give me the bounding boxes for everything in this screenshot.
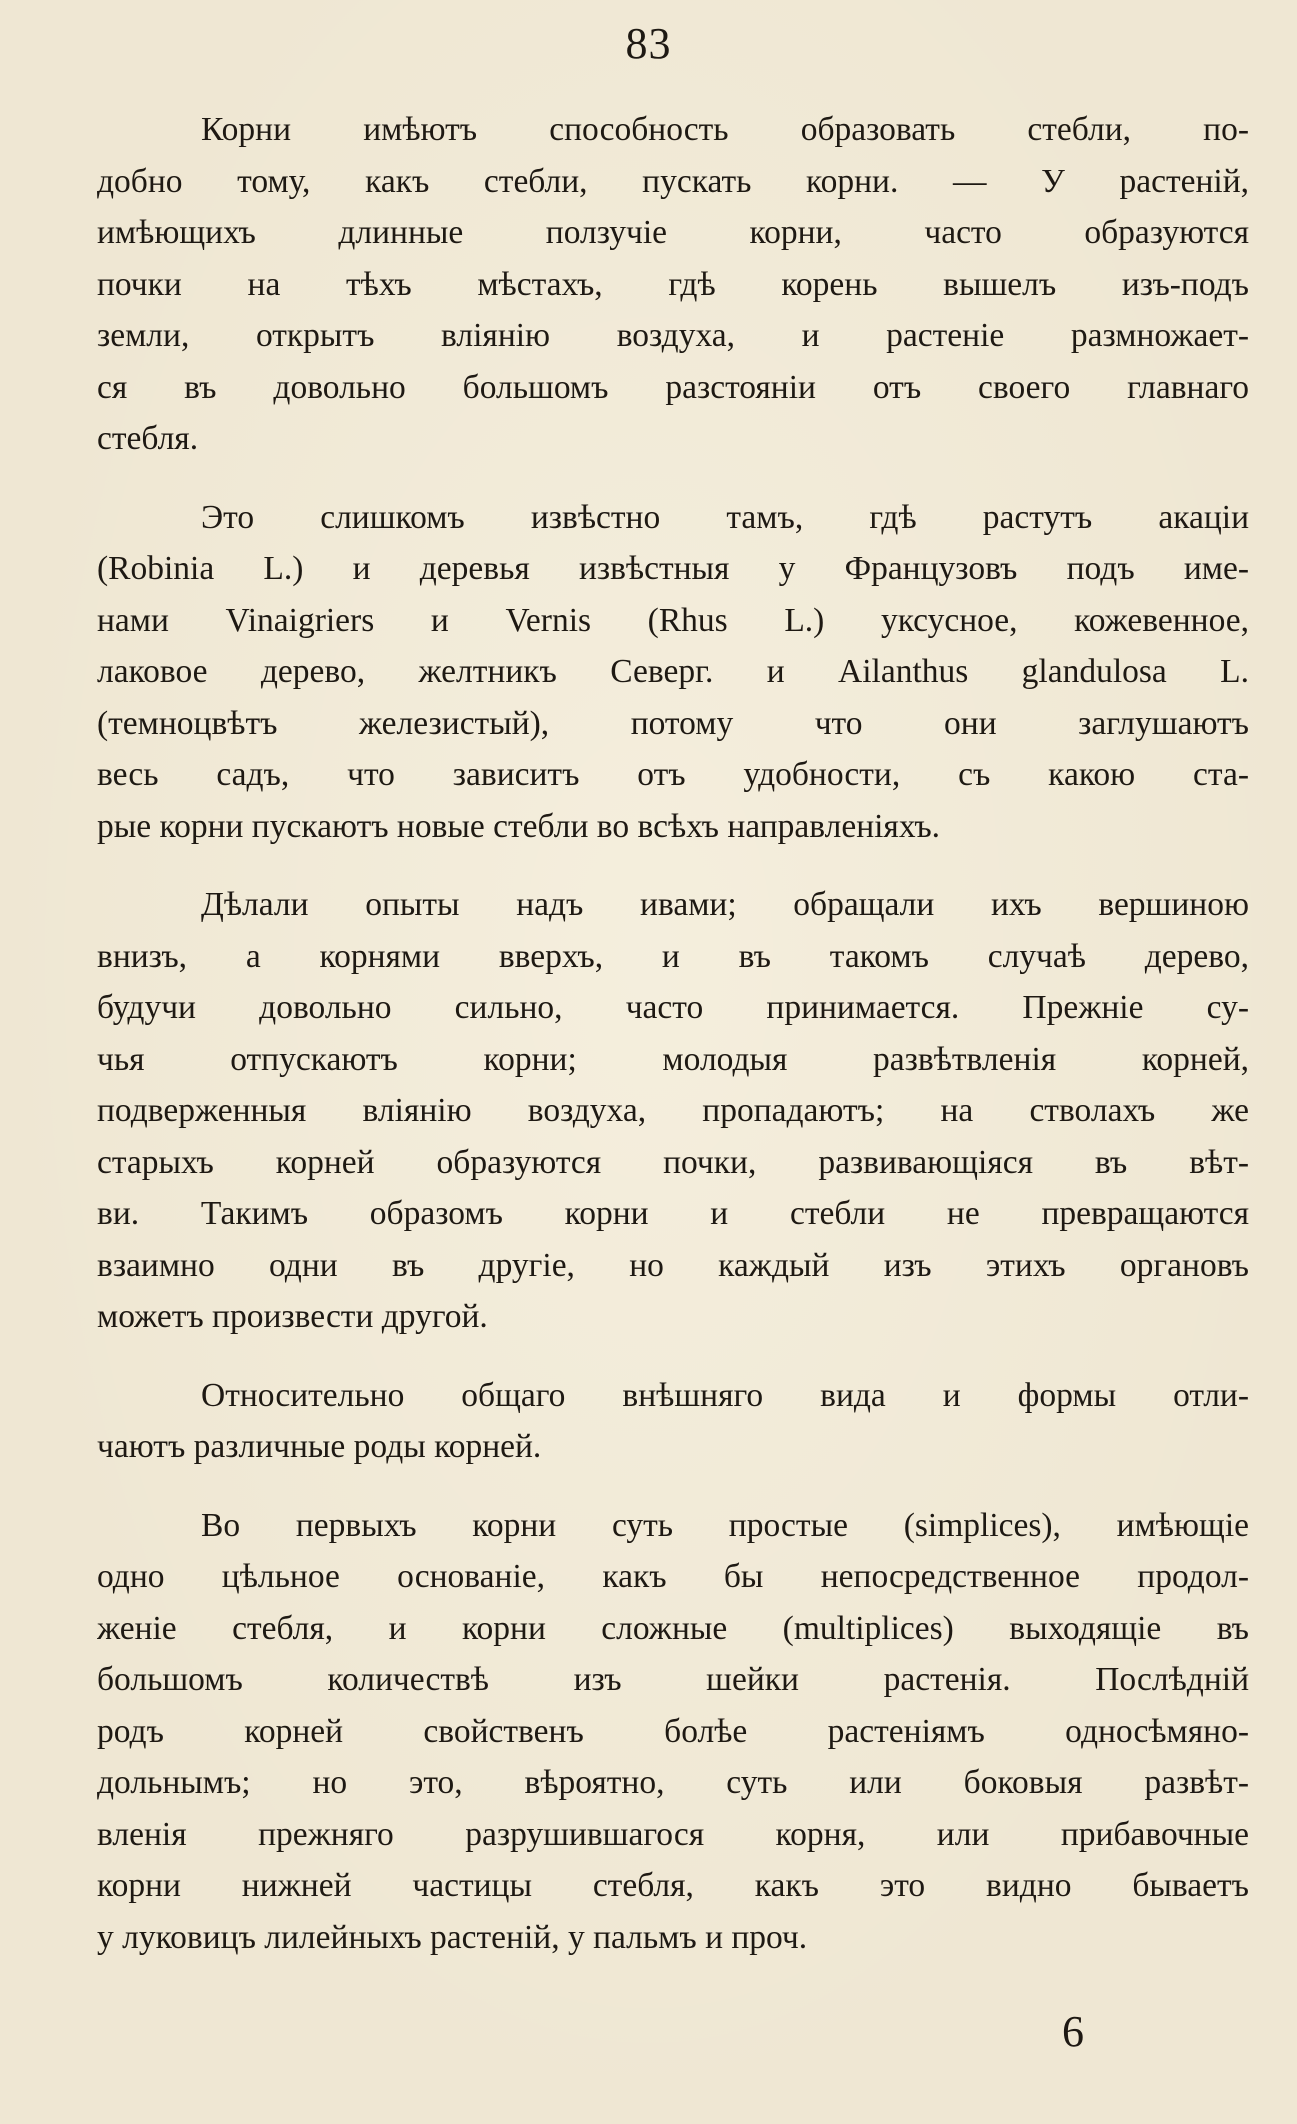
text-line: земли, открытъ вліянію воздуха, и растеніе размножает- (97, 317, 1249, 354)
text-line: можетъ произвести другой. (97, 1298, 488, 1335)
text-line: у луковицъ лилейныхъ растеній, у пальмъ и проч. (97, 1918, 808, 1956)
text-line: Корни имѣютъ способность образовать стебли, по- (201, 111, 1249, 148)
text-line: ви. Такимъ образомъ корни и стебли не превращаются (97, 1195, 1249, 1232)
text-line: лаковое дерево, желтникъ Северг. и Ailanthus glandulosa L. (97, 653, 1249, 690)
text-line: вленія прежняго разрушившагося корня, или прибавочные (97, 1815, 1249, 1853)
paragraph (97, 492, 1249, 853)
text-line: Во первыхъ корни суть простые (simplices), имѣющіе (201, 1506, 1249, 1544)
text-line: большомъ количествѣ изъ шейки растенія. Послѣдній (97, 1661, 1249, 1698)
text-line: будучи довольно сильно, часто принимается. Прежніе су- (97, 989, 1249, 1026)
text-line: корни нижней частицы стебля, какъ это видно бываетъ (97, 1867, 1249, 1904)
text-line: нами Vinaigriers и Vernis (Rhus L.) уксусное, кожевенное, (97, 601, 1249, 639)
text-line: Это слишкомъ извѣстно тамъ, гдѣ растутъ акаціи (201, 498, 1249, 536)
text-line: чья отпускаютъ корни; молодыя развѣтвленія корней, (97, 1040, 1249, 1078)
text-line: Дѣлали опыты надъ ивами; обращали ихъ вершиною (201, 886, 1249, 923)
text-line: чаютъ различные роды корней. (97, 1428, 542, 1465)
signature-mark: 6 (1062, 2007, 1084, 2056)
text-line: (темноцвѣтъ железистый), потому что они заглушаютъ (97, 704, 1249, 742)
paragraph (97, 1370, 1249, 1473)
text-line: весь садъ, что зависитъ отъ удобности, съ какою ста- (97, 756, 1249, 793)
paragraph (97, 879, 1249, 1343)
text-line: почки на тѣхъ мѣстахъ, гдѣ корень вышелъ изъ-подъ (97, 265, 1249, 303)
page-text (97, 104, 1249, 1963)
text-line: родъ корней свойственъ болѣе растеніямъ односѣмяно- (97, 1712, 1249, 1750)
text-line: старыхъ корней образуются почки, развивающіяся въ вѣт- (97, 1143, 1249, 1181)
text-line: стебля. (97, 420, 199, 457)
text-line: внизъ, а корнями вверхъ, и въ такомъ случаѣ дерево, (97, 937, 1249, 975)
text-line: подверженныя вліянію воздуха, пропадаютъ; на стволахъ же (97, 1092, 1249, 1129)
text-line: (Robinia L.) и деревья извѣстныя у Французовъ подъ име- (97, 550, 1249, 587)
text-line: одно цѣльное основаніе, какъ бы непосредственное продол- (97, 1558, 1249, 1595)
text-line: дольнымъ; но это, вѣроятно, суть или боковыя развѣт- (97, 1764, 1249, 1801)
text-line: Относительно общаго внѣшняго вида и формы отли- (201, 1376, 1249, 1414)
text-line: взаимно одни въ другіе, но каждый изъ этихъ органовъ (97, 1246, 1249, 1284)
page-number: 83 (625, 19, 672, 68)
text-line: добно тому, какъ стебли, пускать корни. — У растеній, (97, 162, 1249, 200)
text-line: рые корни пускаютъ новые стебли во всѣхъ направленіяхъ. (97, 807, 941, 845)
text-line: женіе стебля, и корни сложные (multiplices) выходящіе въ (97, 1609, 1249, 1647)
paragraph (97, 1500, 1249, 1964)
paragraph (97, 104, 1249, 465)
text-line: имѣющихъ длинные ползучіе корни, часто образуются (97, 214, 1249, 251)
text-line: ся въ довольно большомъ разстояніи отъ своего главнаго (97, 368, 1249, 406)
